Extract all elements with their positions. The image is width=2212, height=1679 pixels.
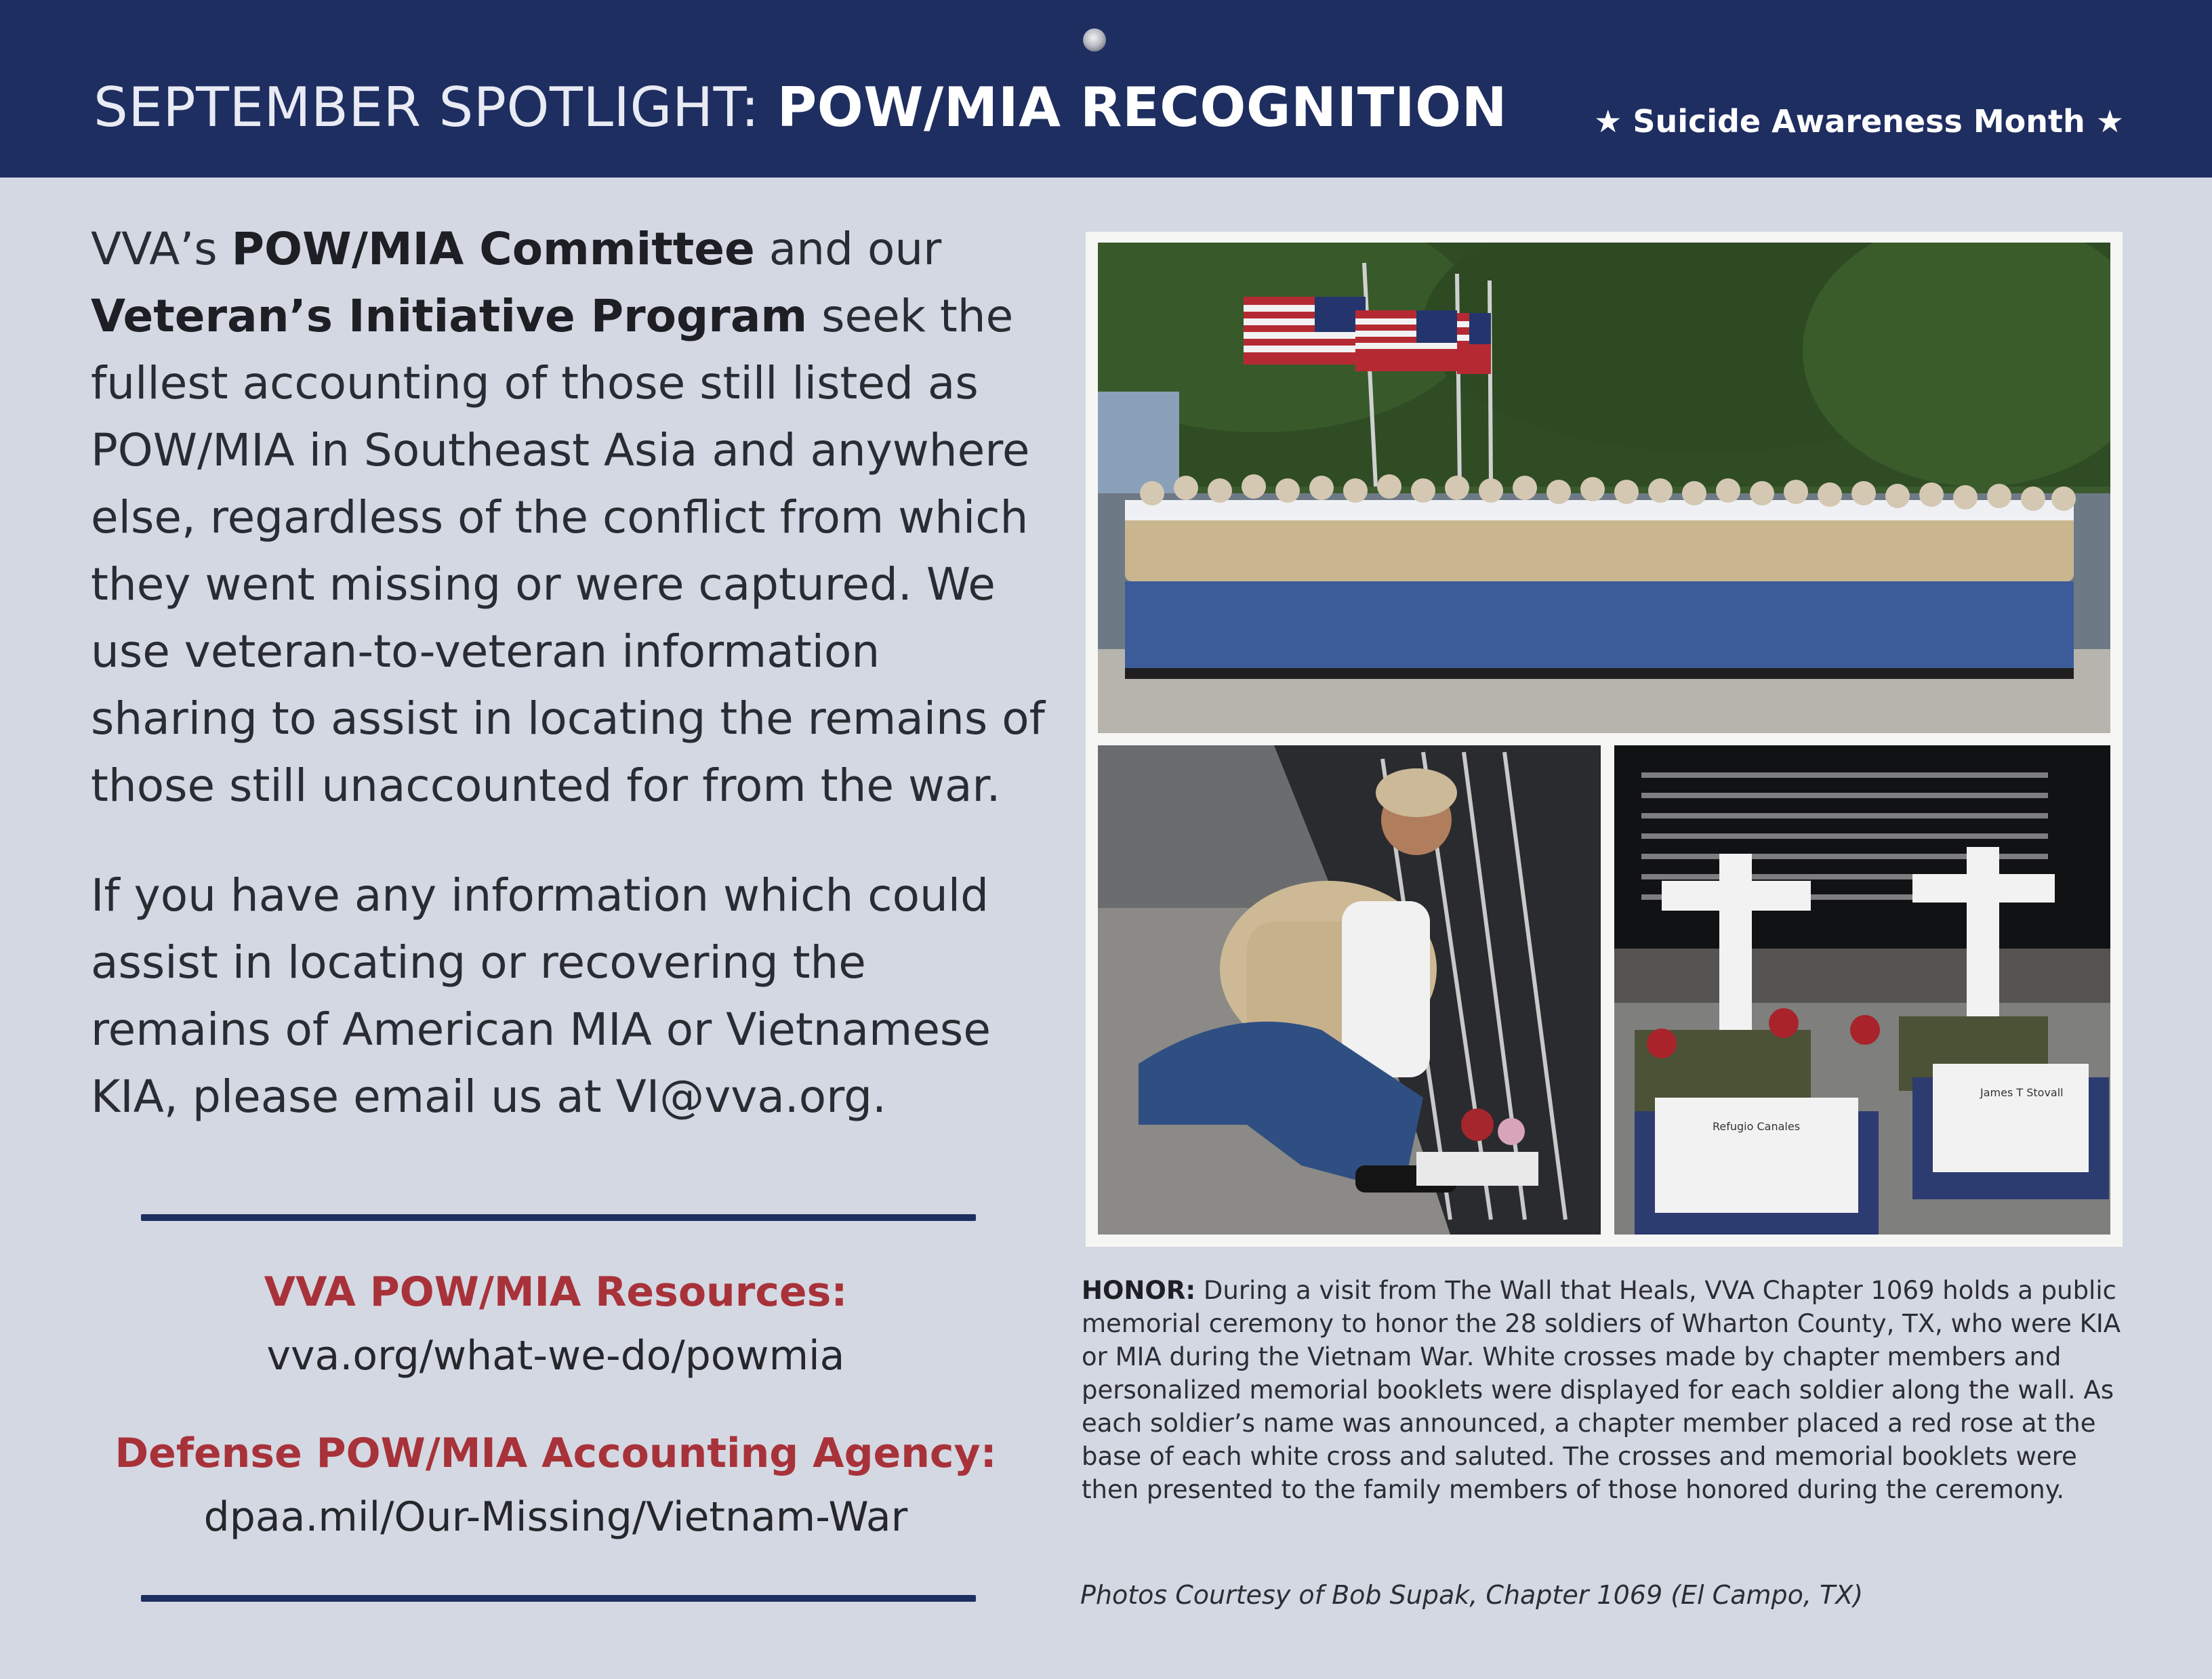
binding-hole	[1083, 28, 1106, 51]
intro-text-3: seek the fullest accounting of those still listed as POW/MIA in Southeast Asia and anywhere else, regardless of the conflict from which they went missing or were captured. We use veteran-to-veteran information sharing to assist in locating the remains of those still unaccounted for from the war.	[91, 290, 1045, 812]
photo-caption	[1082, 1274, 2139, 1506]
dpaa-link[interactable]: dpaa.mil/Our-Missing/Vietnam-War	[203, 1493, 908, 1541]
white-crosses-image	[1614, 745, 2110, 1235]
booklet-name-1: Refugio Canales	[1713, 1120, 1801, 1133]
vva-resources-link[interactable]: vva.org/what-we-do/powmia	[266, 1332, 845, 1380]
vva-resources-heading: VVA POW/MIA Resources:	[264, 1268, 848, 1316]
intro-bold-committee: POW/MIA Committee	[231, 223, 755, 275]
intro-bold-program: Veteran’s Initiative Program	[91, 290, 808, 342]
contact-paragraph: If you have any information which could assist in locating or recovering the remains of American MIA or Vietnamese KIA, please email us at VI@vva.org.	[91, 869, 991, 1123]
photo-white-crosses	[1614, 745, 2110, 1235]
photo-veterans-line	[1098, 243, 2110, 733]
divider-top	[141, 1214, 976, 1221]
veterans-line-image	[1098, 243, 2110, 733]
photo-credit: Photos Courtesy of Bob Supak, Chapter 1069 (El Campo, TX)	[1080, 1580, 1864, 1610]
dpaa-heading: Defense POW/MIA Accounting Agency:	[115, 1430, 997, 1477]
title-main: POW/MIA RECOGNITION	[777, 76, 1508, 139]
divider-bottom	[141, 1595, 976, 1602]
photo-collage	[1086, 232, 2123, 1247]
intro-paragraph	[91, 215, 1060, 819]
intro-text-1: VVA’s	[91, 223, 232, 275]
photo-kneeling-veteran	[1098, 745, 1601, 1235]
booklet-name-2: James T Stovall	[1980, 1086, 2064, 1099]
kneeling-veteran-image	[1098, 745, 1601, 1235]
caption-label: HONOR:	[1082, 1276, 1196, 1305]
header-banner	[0, 0, 2212, 178]
intro-text-2: and our	[754, 223, 942, 275]
caption-text: During a visit from The Wall that Heals, VVA Chapter 1069 holds a public memorial ceremony to honor the 28 soldiers of Wharton County, TX, who were KIA or MIA during the Vietnam War. White crosses made by chapter members and personalized memorial booklets were displayed for each soldier along the wall. As each soldier’s name was announced, a chapter member placed a red rose at the base of each white cross and saluted. The crosses and memorial booklets were then presented to the family members of those honored during the ceremony.	[1082, 1276, 2121, 1504]
suicide-awareness-note: ★ Suicide Awareness Month ★	[1594, 103, 2124, 140]
title-prefix: SEPTEMBER SPOTLIGHT:	[94, 76, 760, 139]
page-title	[94, 76, 1507, 139]
